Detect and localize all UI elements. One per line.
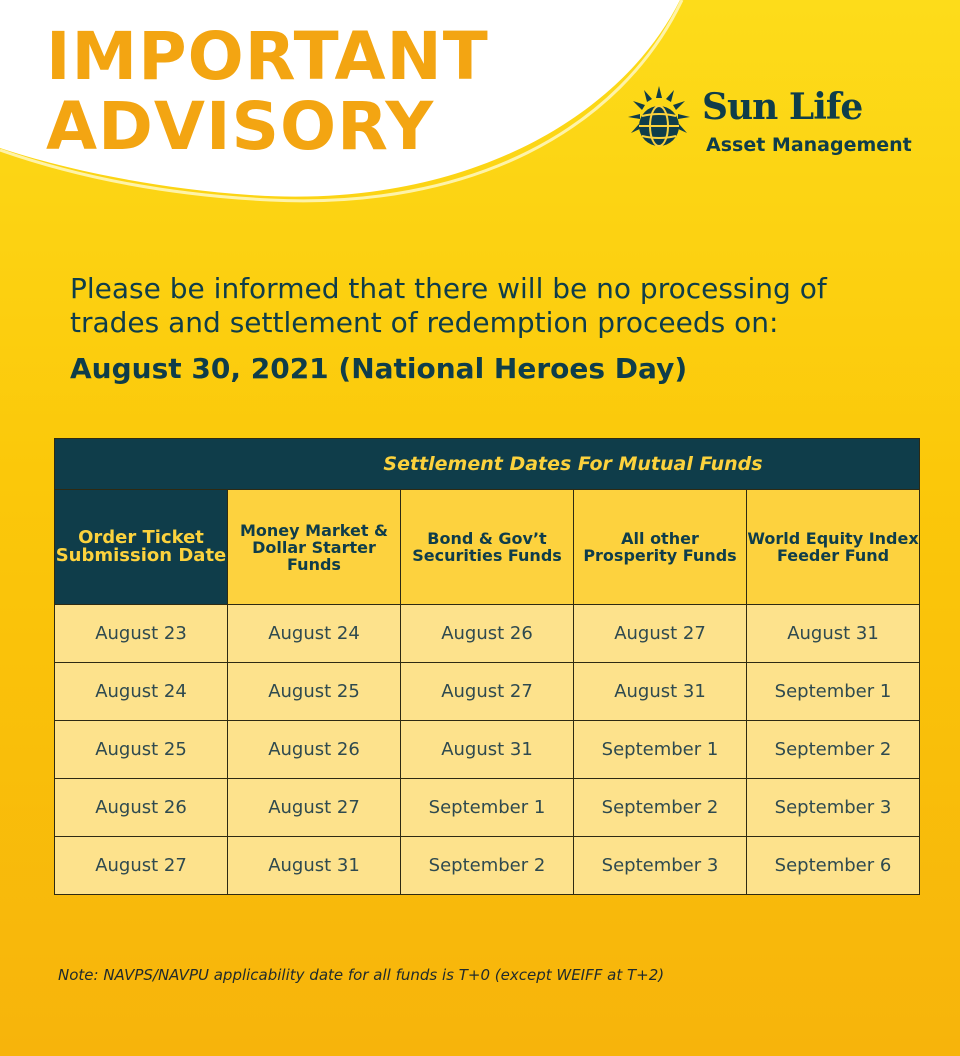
settlement-dates-header: Settlement Dates For Mutual Funds xyxy=(55,439,920,490)
table-cell: September 2 xyxy=(401,837,574,895)
holiday-date: August 30, 2021 (National Heroes Day) xyxy=(70,352,688,385)
table-cell: August 31 xyxy=(401,721,574,779)
fund-header-world-equity: World Equity Index Feeder Fund xyxy=(747,490,920,605)
table-cell: August 24 xyxy=(228,605,401,663)
table-row xyxy=(55,779,920,837)
title-line-1: IMPORTANT xyxy=(46,18,489,95)
table-row xyxy=(55,605,920,663)
table-cell: August 25 xyxy=(228,663,401,721)
table-row xyxy=(55,663,920,721)
table-cell: August 26 xyxy=(401,605,574,663)
fund-header-prosperity: All other Prosperity Funds xyxy=(574,490,747,605)
brand-subtitle: Asset Management xyxy=(706,134,912,156)
settlement-table xyxy=(54,438,920,895)
fund-header-money-market: Money Market & Dollar Starter Funds xyxy=(228,490,401,605)
sun-globe-icon xyxy=(626,86,692,156)
table-cell: September 1 xyxy=(747,663,920,721)
table-cell: August 23 xyxy=(55,605,228,663)
table-row xyxy=(55,721,920,779)
table-header-row xyxy=(55,490,920,605)
brand-name: Sun Life xyxy=(702,86,863,128)
table-cell: August 24 xyxy=(55,663,228,721)
table-cell: August 27 xyxy=(574,605,747,663)
footnote: Note: NAVPS/NAVPU applicability date for all funds is T+0 (except WEIFF at T+2) xyxy=(58,966,665,984)
table-cell: September 1 xyxy=(574,721,747,779)
table-group-header-row xyxy=(55,439,920,490)
table-cell: August 31 xyxy=(228,837,401,895)
table-cell: August 26 xyxy=(55,779,228,837)
table-cell: August 27 xyxy=(55,837,228,895)
title-line-2: ADVISORY xyxy=(46,88,435,165)
order-ticket-header: Order Ticket Submission Date xyxy=(55,490,228,605)
table-cell: September 3 xyxy=(574,837,747,895)
table-cell: August 31 xyxy=(747,605,920,663)
table-row xyxy=(55,837,920,895)
table-cell: September 1 xyxy=(401,779,574,837)
table-cell: September 2 xyxy=(747,721,920,779)
page-title xyxy=(46,18,489,165)
table-cell: August 27 xyxy=(401,663,574,721)
table-cell: September 6 xyxy=(747,837,920,895)
fund-header-bond: Bond & Gov’t Securities Funds xyxy=(401,490,574,605)
table-cell: August 25 xyxy=(55,721,228,779)
brand-logo xyxy=(626,86,926,166)
table-cell: September 2 xyxy=(574,779,747,837)
advisory-message: Please be informed that there will be no processing of trades and settlement of redemption proceeds on: xyxy=(70,272,827,339)
table-cell: September 3 xyxy=(747,779,920,837)
table-cell: August 31 xyxy=(574,663,747,721)
table-cell: August 26 xyxy=(228,721,401,779)
table-cell: August 27 xyxy=(228,779,401,837)
